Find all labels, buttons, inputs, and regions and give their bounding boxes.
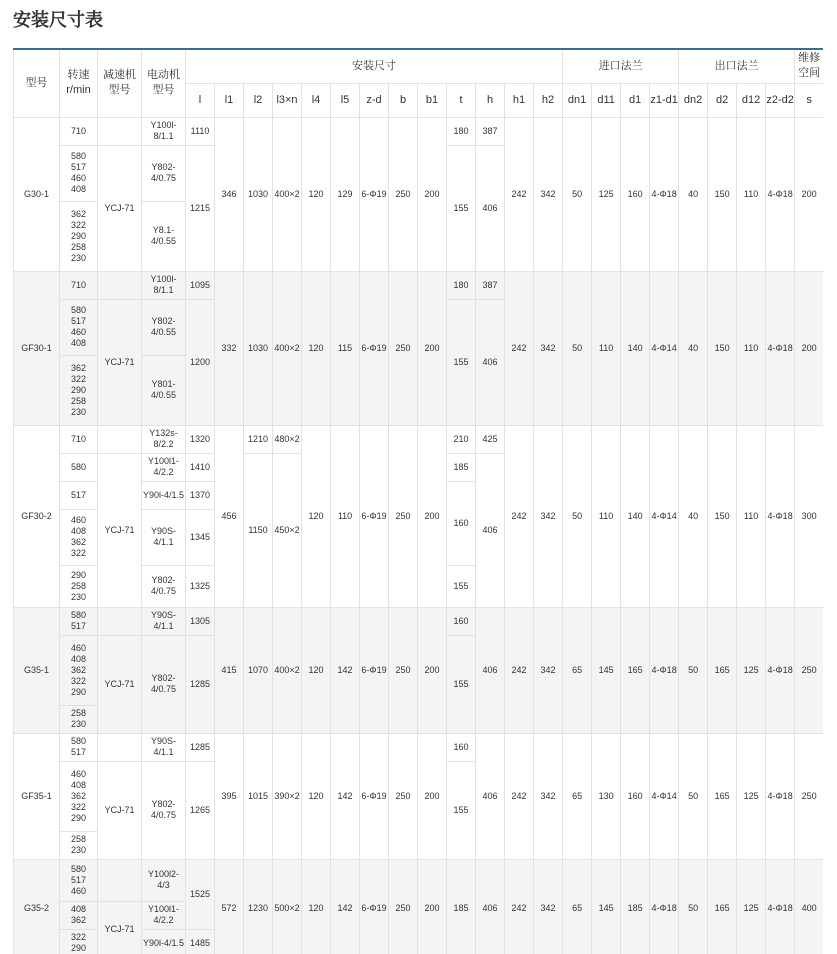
zd-cell: 6-Φ19: [360, 425, 389, 607]
z1d1-cell: 4-Φ18: [650, 859, 679, 954]
z1d1-cell: 4-Φ18: [650, 607, 679, 733]
l4-cell: 120: [302, 607, 331, 733]
l1-cell: 346: [215, 117, 244, 271]
motor-cell: Y100l2-4/3: [142, 859, 186, 901]
b1-cell: 200: [418, 117, 447, 271]
b1-cell: 200: [418, 271, 447, 425]
header-outlet: 出口法兰: [679, 49, 795, 83]
reducer-cell: [98, 733, 142, 761]
speed-cell: 580 517 460 408: [60, 145, 98, 201]
model-cell: GF35-1: [14, 733, 60, 859]
t-cell: 160: [447, 733, 476, 761]
subheader-cell: dn1: [563, 83, 592, 117]
dn2-cell: 40: [679, 425, 708, 607]
b1-cell: 200: [418, 733, 447, 859]
motor-cell: Y802-4/0.75: [142, 145, 186, 201]
d11-cell: 145: [592, 607, 621, 733]
header-reducer: 减速机型号: [98, 49, 142, 117]
speed-cell: 580 517 460: [60, 859, 98, 901]
zd-cell: 6-Φ19: [360, 859, 389, 954]
l4-cell: 120: [302, 117, 331, 271]
s-cell: 200: [795, 271, 823, 425]
zd-cell: 6-Φ19: [360, 271, 389, 425]
motor-cell: Y802-4/0.75: [142, 565, 186, 607]
z1d1-cell: 4-Φ14: [650, 425, 679, 607]
d11-cell: 145: [592, 859, 621, 954]
motor-cell: Y90S-4/1.1: [142, 733, 186, 761]
t-cell: 155: [447, 145, 476, 271]
table-row: [14, 733, 824, 761]
l-cell: 1215: [186, 145, 215, 271]
h2-cell: 342: [534, 271, 563, 425]
l-cell: 1095: [186, 271, 215, 299]
subheader-cell: l5: [331, 83, 360, 117]
d12-cell: 110: [737, 425, 766, 607]
dn1-cell: 50: [563, 117, 592, 271]
header-maint: 维修空间: [795, 49, 823, 83]
l2-cell: 1070: [244, 607, 273, 733]
speed-cell: 362 322 290 258 230: [60, 201, 98, 271]
d11-cell: 110: [592, 425, 621, 607]
h-cell: 425: [476, 425, 505, 453]
d2-cell: 150: [708, 271, 737, 425]
subheader-cell: d1: [621, 83, 650, 117]
d2-cell: 165: [708, 733, 737, 859]
table-row: [14, 859, 824, 901]
l3-cell: 500×2: [273, 859, 302, 954]
t-cell: 155: [447, 565, 476, 607]
t-cell: 210: [447, 425, 476, 453]
reducer-cell: YCJ-71: [98, 453, 142, 607]
motor-cell: Y802-4/0.55: [142, 299, 186, 355]
d1-cell: 140: [621, 425, 650, 607]
l4-cell: 120: [302, 733, 331, 859]
h1-cell: 242: [505, 733, 534, 859]
l1-cell: 572: [215, 859, 244, 954]
l-cell: 1320: [186, 425, 215, 453]
z1d1-cell: 4-Φ14: [650, 271, 679, 425]
t-cell: 155: [447, 761, 476, 859]
speed-cell: 710: [60, 425, 98, 453]
b-cell: 250: [389, 425, 418, 607]
reducer-cell: [98, 271, 142, 299]
subheader-cell: h: [476, 83, 505, 117]
l5-cell: 110: [331, 425, 360, 607]
h-cell: 406: [476, 859, 505, 954]
speed-cell: 290 258 230: [60, 565, 98, 607]
l-cell: 1265: [186, 761, 215, 859]
h-cell: 406: [476, 299, 505, 425]
speed-cell: 580 517 460 408: [60, 299, 98, 355]
h1-cell: 242: [505, 859, 534, 954]
z2d2-cell: 4-Φ18: [766, 733, 795, 859]
reducer-cell: YCJ-71: [98, 299, 142, 425]
d11-cell: 110: [592, 271, 621, 425]
l3-cell: 400×2: [273, 271, 302, 425]
speed-cell: 408 362: [60, 901, 98, 929]
subheader-cell: b1: [418, 83, 447, 117]
d12-cell: 110: [737, 271, 766, 425]
h-cell: 387: [476, 117, 505, 145]
t-cell: 155: [447, 635, 476, 733]
dn1-cell: 65: [563, 607, 592, 733]
l4-cell: 120: [302, 271, 331, 425]
h2-cell: 342: [534, 607, 563, 733]
dn1-cell: 50: [563, 271, 592, 425]
h-cell: 406: [476, 145, 505, 271]
b1-cell: 200: [418, 607, 447, 733]
h2-cell: 342: [534, 117, 563, 271]
t-cell: 180: [447, 271, 476, 299]
motor-cell: Y90l-4/1.5: [142, 481, 186, 509]
table-row: [14, 425, 824, 453]
subheader-cell: h2: [534, 83, 563, 117]
l-cell: 1305: [186, 607, 215, 635]
l-cell: 1345: [186, 509, 215, 565]
l1-cell: 415: [215, 607, 244, 733]
subheader-cell: z-d: [360, 83, 389, 117]
t-cell: 180: [447, 117, 476, 145]
d2-cell: 165: [708, 859, 737, 954]
speed-cell: 460 408 362 322 290: [60, 761, 98, 831]
dn1-cell: 65: [563, 859, 592, 954]
z2d2-cell: 4-Φ18: [766, 271, 795, 425]
motor-cell: Y132s-8/2.2: [142, 425, 186, 453]
h1-cell: 242: [505, 117, 534, 271]
dn2-cell: 40: [679, 117, 708, 271]
header-model: 型号: [14, 49, 60, 117]
l1-cell: 456: [215, 425, 244, 607]
subheader-cell: dn2: [679, 83, 708, 117]
l-cell: 1485: [186, 929, 215, 954]
dn2-cell: 50: [679, 607, 708, 733]
s-cell: 250: [795, 733, 823, 859]
t-cell: 155: [447, 299, 476, 425]
l3-cell: 390×2: [273, 733, 302, 859]
motor-cell: Y90l-4/1.5: [142, 929, 186, 954]
install-dimension-table: [13, 48, 823, 954]
b1-cell: 200: [418, 859, 447, 954]
t-cell: 185: [447, 453, 476, 481]
subheader-cell: b: [389, 83, 418, 117]
dn2-cell: 40: [679, 271, 708, 425]
motor-cell: Y100l-8/1.1: [142, 271, 186, 299]
reducer-cell: YCJ-71: [98, 761, 142, 859]
subheader-cell: z1-d1: [650, 83, 679, 117]
header-speed: 转速r/min: [60, 49, 98, 117]
model-cell: GF30-1: [14, 271, 60, 425]
s-cell: 300: [795, 425, 823, 607]
d2-cell: 150: [708, 117, 737, 271]
motor-cell: Y100l1-4/2.2: [142, 453, 186, 481]
dn1-cell: 65: [563, 733, 592, 859]
l5-cell: 142: [331, 859, 360, 954]
motor-cell: Y801-4/0.55: [142, 355, 186, 425]
zd-cell: 6-Φ19: [360, 117, 389, 271]
speed-cell: 322 290: [60, 929, 98, 954]
motor-cell: Y90S-4/1.1: [142, 607, 186, 635]
subheader-cell: t: [447, 83, 476, 117]
model-cell: G30-1: [14, 117, 60, 271]
motor-cell: Y90S-4/1.1: [142, 509, 186, 565]
speed-cell: 258 230: [60, 705, 98, 733]
motor-cell: Y802-4/0.75: [142, 635, 186, 733]
l2-cell: 1030: [244, 271, 273, 425]
l-cell: 1110: [186, 117, 215, 145]
s-cell: 200: [795, 117, 823, 271]
d11-cell: 125: [592, 117, 621, 271]
t-cell: 185: [447, 859, 476, 954]
l1-cell: 332: [215, 271, 244, 425]
l3-cell: 450×2: [273, 453, 302, 607]
d1-cell: 165: [621, 607, 650, 733]
reducer-cell: YCJ-71: [98, 145, 142, 271]
t-cell: 160: [447, 481, 476, 565]
l2-cell: 1230: [244, 859, 273, 954]
d12-cell: 125: [737, 859, 766, 954]
speed-cell: 580 517: [60, 733, 98, 761]
model-cell: GF30-2: [14, 425, 60, 607]
b-cell: 250: [389, 733, 418, 859]
reducer-cell: [98, 607, 142, 635]
reducer-cell: [98, 425, 142, 453]
d12-cell: 125: [737, 733, 766, 859]
speed-cell: 580: [60, 453, 98, 481]
z1d1-cell: 4-Φ18: [650, 117, 679, 271]
subheader-cell: l3×n: [273, 83, 302, 117]
zd-cell: 6-Φ19: [360, 607, 389, 733]
l-cell: 1325: [186, 565, 215, 607]
l-cell: 1525: [186, 859, 215, 929]
speed-cell: 580 517: [60, 607, 98, 635]
subheader-cell: l: [186, 83, 215, 117]
h2-cell: 342: [534, 859, 563, 954]
b-cell: 250: [389, 271, 418, 425]
subheader-cell: l2: [244, 83, 273, 117]
s-cell: 400: [795, 859, 823, 954]
l3-cell: 480×2: [273, 425, 302, 453]
l-cell: 1285: [186, 635, 215, 733]
subheader-cell: h1: [505, 83, 534, 117]
h1-cell: 242: [505, 607, 534, 733]
b-cell: 250: [389, 859, 418, 954]
h-cell: 406: [476, 733, 505, 859]
motor-cell: Y8.1-4/0.55: [142, 201, 186, 271]
subheader-cell: z2-d2: [766, 83, 795, 117]
dn2-cell: 50: [679, 733, 708, 859]
l2-cell: 1150: [244, 453, 273, 607]
z2d2-cell: 4-Φ18: [766, 117, 795, 271]
h-cell: 406: [476, 607, 505, 733]
d12-cell: 125: [737, 607, 766, 733]
l-cell: 1370: [186, 481, 215, 509]
h-cell: 406: [476, 453, 505, 607]
s-cell: 250: [795, 607, 823, 733]
table-row: [14, 271, 824, 299]
l1-cell: 395: [215, 733, 244, 859]
header-motor: 电动机型号: [142, 49, 186, 117]
b-cell: 250: [389, 607, 418, 733]
motor-cell: Y100l-8/1.1: [142, 117, 186, 145]
zd-cell: 6-Φ19: [360, 733, 389, 859]
z1d1-cell: 4-Φ14: [650, 733, 679, 859]
d12-cell: 110: [737, 117, 766, 271]
table-row: [14, 607, 824, 635]
dn2-cell: 50: [679, 859, 708, 954]
d1-cell: 160: [621, 117, 650, 271]
l-cell: 1410: [186, 453, 215, 481]
table-row: [14, 117, 824, 145]
subheader-cell: s: [795, 83, 823, 117]
dn1-cell: 50: [563, 425, 592, 607]
d2-cell: 150: [708, 425, 737, 607]
b1-cell: 200: [418, 425, 447, 607]
subheader-cell: d12: [737, 83, 766, 117]
l3-cell: 400×2: [273, 117, 302, 271]
h2-cell: 342: [534, 425, 563, 607]
z2d2-cell: 4-Φ18: [766, 859, 795, 954]
speed-cell: 710: [60, 271, 98, 299]
subheader-cell: d2: [708, 83, 737, 117]
motor-cell: Y100l1-4/2.2: [142, 901, 186, 929]
l5-cell: 115: [331, 271, 360, 425]
model-cell: G35-2: [14, 859, 60, 954]
reducer-cell: [98, 117, 142, 145]
b-cell: 250: [389, 117, 418, 271]
speed-cell: 517: [60, 481, 98, 509]
h2-cell: 342: [534, 733, 563, 859]
l-cell: 1285: [186, 733, 215, 761]
d2-cell: 165: [708, 607, 737, 733]
l5-cell: 142: [331, 733, 360, 859]
reducer-cell: YCJ-71: [98, 635, 142, 733]
h1-cell: 242: [505, 425, 534, 607]
table-container: [13, 48, 823, 954]
d1-cell: 185: [621, 859, 650, 954]
l2-cell: 1015: [244, 733, 273, 859]
model-cell: G35-1: [14, 607, 60, 733]
speed-cell: 460 408 362 322: [60, 509, 98, 565]
l2-cell: 1210: [244, 425, 273, 453]
l5-cell: 142: [331, 607, 360, 733]
l5-cell: 129: [331, 117, 360, 271]
h-cell: 387: [476, 271, 505, 299]
header-inlet: 进口法兰: [563, 49, 679, 83]
subheader-cell: d11: [592, 83, 621, 117]
subheader-cell: l1: [215, 83, 244, 117]
page-title: 安装尺寸表: [13, 10, 103, 30]
header-install: 安装尺寸: [186, 49, 563, 83]
h1-cell: 242: [505, 271, 534, 425]
z2d2-cell: 4-Φ18: [766, 607, 795, 733]
l2-cell: 1030: [244, 117, 273, 271]
speed-cell: 362 322 290 258 230: [60, 355, 98, 425]
subheader-cell: l4: [302, 83, 331, 117]
l3-cell: 400×2: [273, 607, 302, 733]
d11-cell: 130: [592, 733, 621, 859]
motor-cell: Y802-4/0.75: [142, 761, 186, 859]
z2d2-cell: 4-Φ18: [766, 425, 795, 607]
speed-cell: 710: [60, 117, 98, 145]
l4-cell: 120: [302, 859, 331, 954]
speed-cell: 460 408 362 322 290: [60, 635, 98, 705]
d1-cell: 140: [621, 271, 650, 425]
t-cell: 160: [447, 607, 476, 635]
d1-cell: 160: [621, 733, 650, 859]
l-cell: 1200: [186, 299, 215, 425]
speed-cell: 258 230: [60, 831, 98, 859]
reducer-cell: [98, 859, 142, 901]
l4-cell: 120: [302, 425, 331, 607]
reducer-cell: YCJ-71: [98, 901, 142, 954]
